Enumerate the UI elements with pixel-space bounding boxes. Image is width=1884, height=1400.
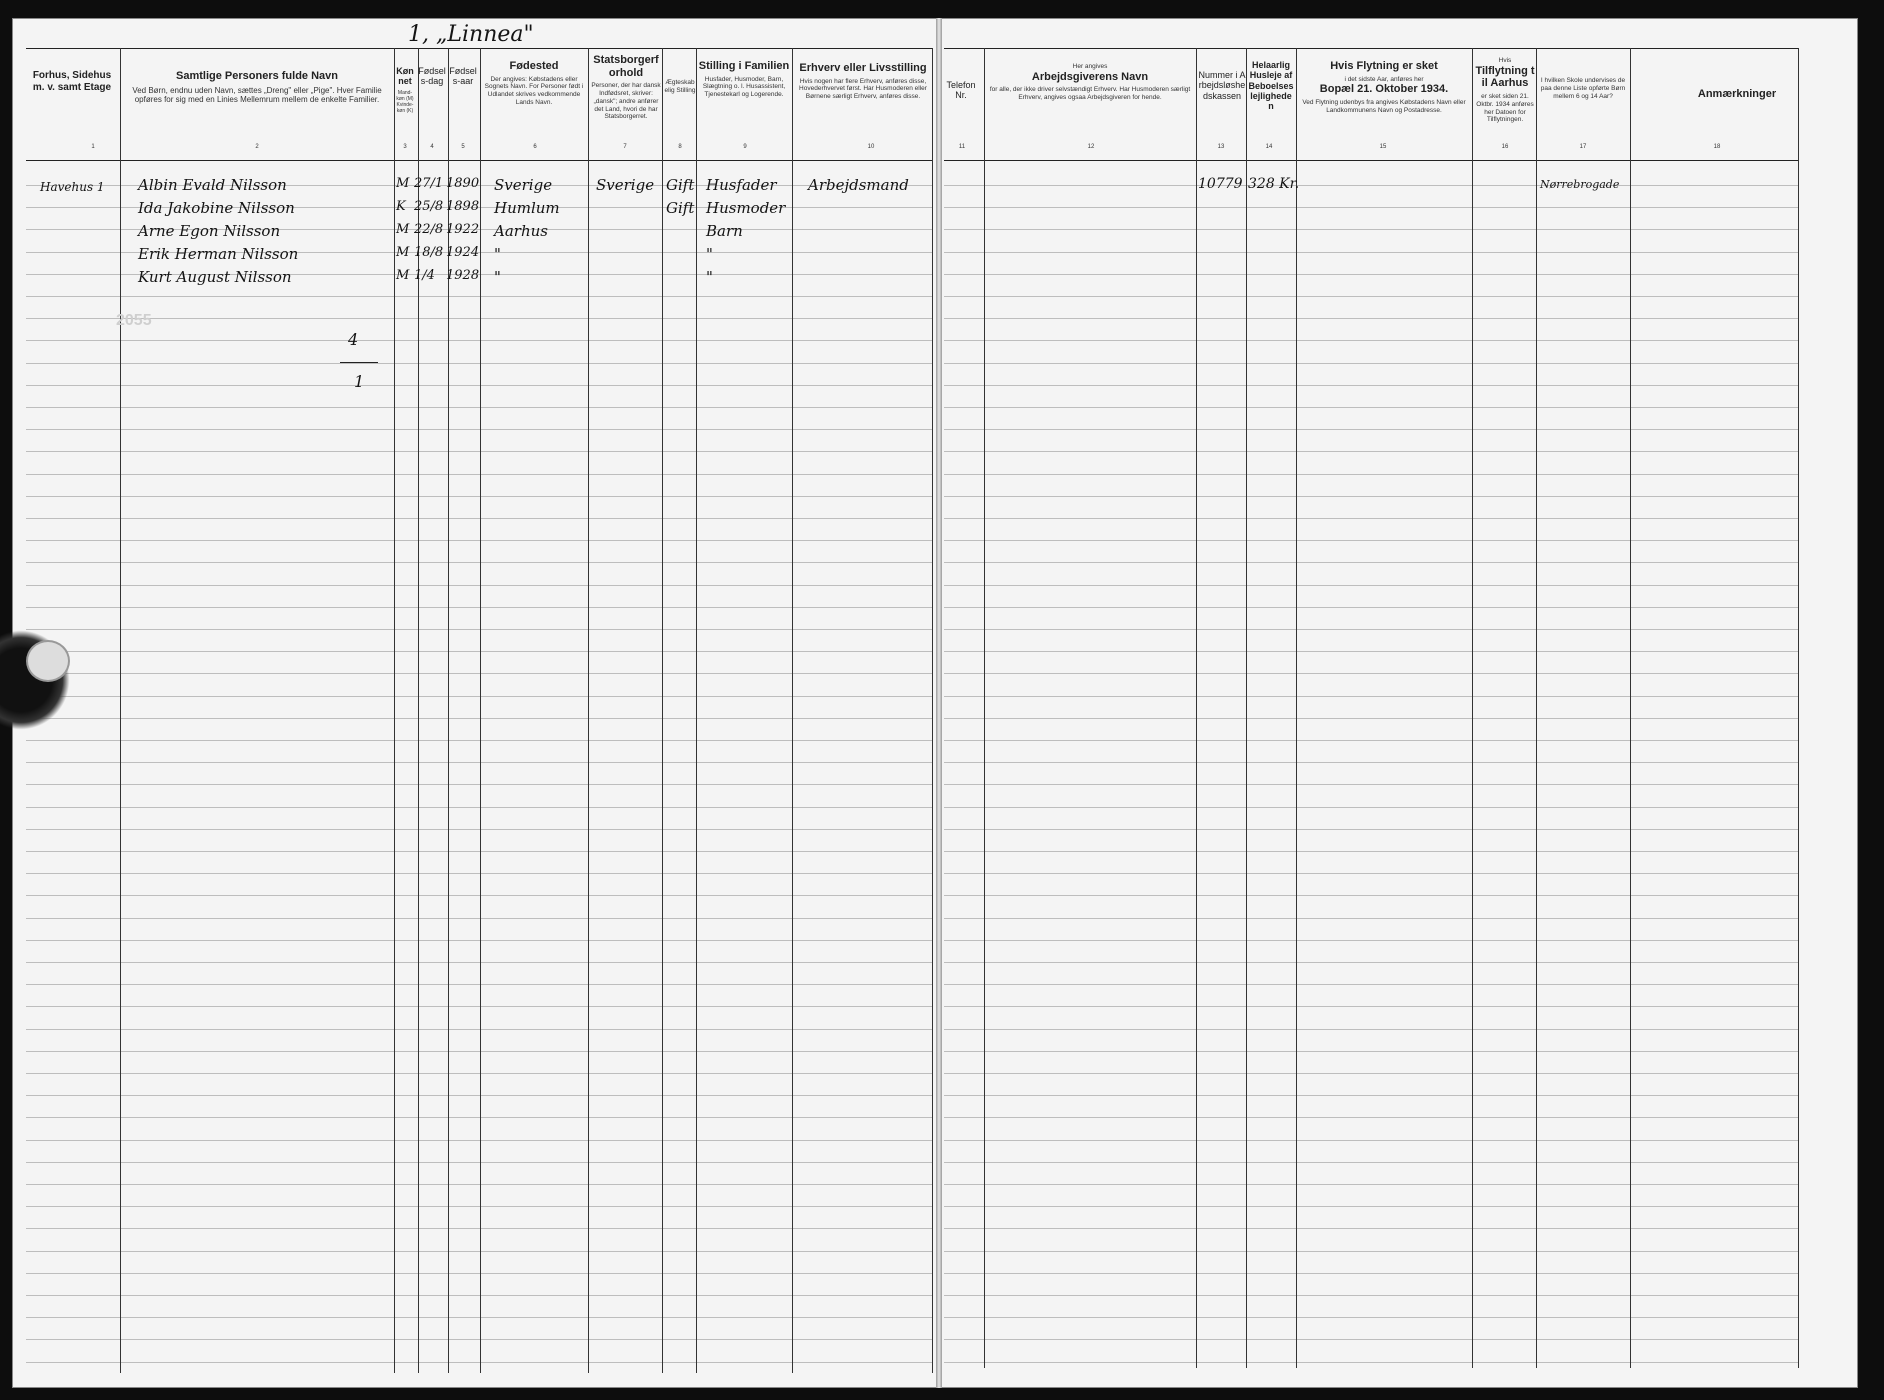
left-row-rule (26, 1362, 932, 1363)
left-row-rule (26, 1162, 932, 1163)
header-col2-title: Samtlige Personers fulde Navn (176, 70, 338, 82)
right-row-rule (944, 718, 1798, 719)
header-col15-desc2: Ved Flytning udenbys fra angives Købstadens Navn eller Landkommunens Navn og Postadresse. (1302, 99, 1466, 114)
left-row-rule (26, 1273, 932, 1274)
colnum-8: 8 (678, 144, 682, 150)
left-row-rule (26, 1251, 932, 1252)
person-birthday: 22/8 (414, 222, 444, 237)
header-col11-title: Telefon Nr. (946, 80, 976, 101)
hand-title: 1, „Linnea" (408, 22, 534, 47)
left-row-rule (26, 807, 932, 808)
left-col-rule-1 (394, 48, 395, 1373)
right-row-rule (944, 918, 1798, 919)
colnum-10: 10 (867, 144, 875, 150)
header-col16-desc: er sket siden 21. Oktbr. 1934 anføres her Datoen for Tilflytningen. (1476, 93, 1534, 124)
person-family-role: Barn (706, 222, 743, 240)
colnum-14: 14 (1265, 144, 1273, 150)
right-row-rule (944, 696, 1798, 697)
right-row-rule (944, 1184, 1798, 1185)
right-row-rule (944, 185, 1798, 186)
hand-rent: 328 Kr. (1248, 176, 1300, 192)
hand-prev-address: Nørrebrogade (1540, 178, 1620, 191)
right-col-rule-6 (1630, 48, 1631, 1368)
colnum-1: 1 (91, 144, 95, 150)
left-row-rule (26, 895, 932, 896)
colnum-3: 3 (403, 144, 407, 150)
right-row-rule (944, 1117, 1798, 1118)
header-col3-desc: Mand-køn (M) Kvinde-køn (K) (396, 89, 414, 114)
person-sex: K (396, 199, 406, 214)
right-row-rule (944, 1162, 1798, 1163)
header-col4-title: Fødsels-dag (418, 66, 446, 87)
left-row-rule (26, 451, 932, 452)
left-row-rule (26, 318, 932, 319)
colnum-7: 7 (623, 144, 627, 150)
person-name: Ida Jakobine Nilsson (138, 199, 295, 217)
left-row-rule (26, 363, 932, 364)
header-col15 (1298, 60, 1470, 115)
person-name: Albin Evald Nilsson (138, 176, 287, 194)
left-col-rule-6 (662, 48, 663, 1373)
left-row-rule (26, 918, 932, 919)
right-row-rule (944, 385, 1798, 386)
header-col8 (664, 76, 696, 95)
right-row-rule (944, 1295, 1798, 1296)
right-row-rule (944, 407, 1798, 408)
person-birthyear: 1922 (446, 222, 480, 237)
header-col16-pre: Hvis (1498, 57, 1512, 64)
right-row-rule (944, 1095, 1798, 1096)
right-row-rule (944, 252, 1798, 253)
header-col12-title: Arbejdsgiverens Navn (1031, 70, 1149, 83)
header-col1-title: Forhus, Sidehus m. v. samt Etage (32, 70, 112, 93)
colnum-2: 2 (255, 144, 259, 150)
left-row-rule (26, 651, 932, 652)
header-col10-desc: Hvis nogen har flere Erhverv, anføres disse, Hovederhvervet først. Har Husmoderen eller Børnene særligt Erhverv, anføres disse. (799, 77, 927, 101)
right-row-rule (944, 984, 1798, 985)
left-row-rule (26, 474, 932, 475)
left-row-rule (26, 1184, 932, 1185)
left-row-rule (26, 518, 932, 519)
left-col-rule-5 (588, 48, 589, 1373)
tally-divider (340, 362, 378, 363)
right-col-rule-3 (1296, 48, 1297, 1368)
hand-unemployment-no: 10779 (1198, 176, 1243, 192)
colnum-13: 13 (1217, 144, 1225, 150)
faded-stamp: 2055 (116, 312, 152, 329)
left-col-rule-9 (932, 48, 933, 1373)
colnum-9: 9 (743, 144, 747, 150)
left-col-rule-7 (696, 48, 697, 1373)
right-row-rule (944, 451, 1798, 452)
colnum-4: 4 (430, 144, 434, 150)
book-gutter (936, 18, 942, 1388)
left-header-bottom-rule (26, 160, 932, 161)
left-row-rule (26, 1006, 932, 1007)
right-header-top-rule (944, 48, 1798, 49)
person-sex: M (396, 245, 410, 260)
header-col18-title: Anmærkninger (1697, 88, 1777, 100)
left-row-rule (26, 851, 932, 852)
person-birthplace: Aarhus (494, 222, 548, 240)
right-row-rule (944, 1317, 1798, 1318)
right-row-rule (944, 340, 1798, 341)
header-col8-title: Ægteskabelig Stilling (664, 79, 696, 94)
left-row-rule (26, 1228, 932, 1229)
hand-tally-top: 4 (348, 330, 359, 349)
person-birthday: 25/8 (414, 199, 444, 214)
header-col9-desc: Husfader, Husmoder, Barn, Slægtning o. l. Husassistent, Tjenestekarl og Logerende. (702, 75, 786, 99)
header-col10 (794, 62, 932, 101)
person-birthday: 27/1 (414, 176, 444, 191)
header-col9 (698, 60, 790, 99)
person-birthplace: Sverige (494, 176, 553, 194)
header-col2 (122, 70, 392, 105)
person-family-role: " (706, 268, 713, 286)
right-row-rule (944, 474, 1798, 475)
header-col18 (1632, 88, 1842, 101)
right-row-rule (944, 629, 1798, 630)
right-row-rule (944, 207, 1798, 208)
left-row-rule (26, 696, 932, 697)
right-row-rule (944, 1339, 1798, 1340)
header-col7-desc: Personer, der har dansk Indfødsret, skriver: „dansk"; andre anfører det Land, hvori de har Statsborgerret. (591, 82, 661, 121)
header-col15-bopael: Bopæl 21. Oktober 1934. (1319, 83, 1449, 96)
header-col12-desc: for alle, der ikke driver selvstændigt Erhverv. Har Husmoderen særligt Erhverv, angives ogsaa Arbejdsgiveren for hende. (989, 86, 1191, 102)
left-col-rule-4 (480, 48, 481, 1373)
right-row-rule (944, 762, 1798, 763)
person-birthplace: " (494, 268, 501, 286)
header-col10-title: Erhverv eller Livsstilling (799, 62, 927, 74)
person-birthyear: 1928 (446, 268, 480, 283)
person-sex: M (396, 268, 410, 283)
colnum-12: 12 (1087, 144, 1095, 150)
right-row-rule (944, 940, 1798, 941)
left-row-rule (26, 1339, 932, 1340)
header-col7-title: Statsborgerforhold (593, 54, 659, 79)
header-col12-pre: Her angives (1072, 63, 1108, 70)
person-family-role: Husmoder (706, 199, 786, 217)
right-col-rule-4 (1472, 48, 1473, 1368)
header-col13-title: Nummer i Arbejdsløshedskassen (1198, 70, 1246, 101)
left-row-rule (26, 784, 932, 785)
colnum-17: 17 (1579, 144, 1587, 150)
colnum-15: 15 (1379, 144, 1387, 150)
left-row-rule (26, 762, 932, 763)
right-row-rule (944, 496, 1798, 497)
header-col11 (942, 80, 980, 101)
right-row-rule (944, 229, 1798, 230)
left-row-rule (26, 940, 932, 941)
colnum-11: 11 (958, 144, 966, 150)
left-row-rule (26, 562, 932, 563)
right-col-rule-5 (1536, 48, 1537, 1368)
left-row-rule (26, 1140, 932, 1141)
person-occupation: Arbejdsmand (808, 176, 909, 194)
right-row-rule (944, 1029, 1798, 1030)
right-col-rule-0 (984, 48, 985, 1368)
right-row-rule (944, 518, 1798, 519)
left-row-rule (26, 629, 932, 630)
right-row-rule (944, 1228, 1798, 1229)
right-row-rule (944, 807, 1798, 808)
person-birthyear: 1890 (446, 176, 480, 191)
person-birthday: 18/8 (414, 245, 444, 260)
left-row-rule (26, 718, 932, 719)
header-col5-title: Fødsels-aar (449, 66, 477, 87)
header-col15-desc: i det sidste Aar, anføres her (1344, 75, 1424, 83)
right-col-rule-7 (1798, 48, 1799, 1368)
left-row-rule (26, 385, 932, 386)
right-row-rule (944, 1140, 1798, 1141)
right-row-rule (944, 962, 1798, 963)
right-row-rule (944, 429, 1798, 430)
header-col17-desc: I hvilken Skole undervises de paa denne Liste opførte Børn mellem 6 og 14 Aar? (1540, 77, 1626, 100)
right-row-rule (944, 1051, 1798, 1052)
right-row-rule (944, 363, 1798, 364)
right-row-rule (944, 274, 1798, 275)
header-col1 (26, 70, 118, 93)
person-marital-status: Gift (666, 176, 695, 194)
person-marital-status: Gift (666, 199, 695, 217)
left-row-rule (26, 873, 932, 874)
right-row-rule (944, 1273, 1798, 1274)
left-row-rule (26, 1073, 932, 1074)
person-citizenship: Sverige (596, 176, 655, 194)
header-col14 (1248, 60, 1294, 112)
left-row-rule (26, 740, 932, 741)
header-col3-title: Kønnet (396, 66, 414, 87)
left-row-rule (26, 407, 932, 408)
right-col-rule-1 (1196, 48, 1197, 1368)
header-col6 (482, 60, 586, 107)
right-row-rule (944, 673, 1798, 674)
left-row-rule (26, 984, 932, 985)
right-col-rule-2 (1246, 48, 1247, 1368)
right-row-rule (944, 651, 1798, 652)
person-family-role: Husfader (706, 176, 777, 194)
left-row-rule (26, 673, 932, 674)
left-row-rule (26, 540, 932, 541)
header-col14-title: Helaarlig Husleje af Beboelseslejligheden (1248, 60, 1294, 112)
right-row-rule (944, 1206, 1798, 1207)
left-col-rule-8 (792, 48, 793, 1373)
left-row-rule (26, 1206, 932, 1207)
colnum-5: 5 (461, 144, 465, 150)
left-col-rule-0 (120, 48, 121, 1373)
left-row-rule (26, 962, 932, 963)
left-row-rule (26, 429, 932, 430)
right-row-rule (944, 1362, 1798, 1363)
left-row-rule (26, 1029, 932, 1030)
left-row-rule (26, 607, 932, 608)
person-name: Erik Herman Nilsson (138, 245, 299, 263)
person-name: Arne Egon Nilsson (138, 222, 281, 240)
right-row-rule (944, 1073, 1798, 1074)
header-col15-title: Hvis Flytning er sket (1330, 60, 1438, 72)
header-col9-title: Stilling i Familien (698, 60, 790, 72)
right-row-rule (944, 784, 1798, 785)
right-row-rule (944, 540, 1798, 541)
header-col16-title: Tilflytning til Aarhus (1475, 64, 1535, 90)
person-sex: M (396, 222, 410, 237)
left-row-rule (26, 496, 932, 497)
right-row-rule (944, 895, 1798, 896)
thumbnail-highlight (26, 640, 70, 682)
right-row-rule (944, 318, 1798, 319)
colnum-18: 18 (1713, 144, 1721, 150)
hand-floor: Havehus 1 (40, 180, 105, 194)
person-birthyear: 1898 (446, 199, 480, 214)
left-row-rule (26, 1317, 932, 1318)
header-col16 (1474, 54, 1536, 124)
right-row-rule (944, 740, 1798, 741)
header-col7 (590, 54, 662, 121)
header-col6-desc: Der angives: Købstadens eller Sognets Navn. For Personer født i Udlandet skrives vedkommende Lands Navn. (484, 75, 584, 107)
colnum-6: 6 (533, 144, 537, 150)
left-row-rule (26, 829, 932, 830)
header-col6-title: Fødested (509, 60, 559, 72)
colnum-16: 16 (1501, 144, 1509, 150)
person-name: Kurt August Nilsson (138, 268, 292, 286)
header-col5 (448, 66, 478, 87)
header-col17 (1538, 74, 1628, 100)
header-col4 (418, 66, 446, 87)
right-row-rule (944, 829, 1798, 830)
header-col3 (394, 66, 416, 114)
person-birthplace: " (494, 245, 501, 263)
left-row-rule (26, 1051, 932, 1052)
right-header-bottom-rule (944, 160, 1798, 161)
right-row-rule (944, 562, 1798, 563)
person-family-role: " (706, 245, 713, 263)
right-row-rule (944, 873, 1798, 874)
person-birthplace: Humlum (494, 199, 560, 217)
left-row-rule (26, 585, 932, 586)
right-row-rule (944, 851, 1798, 852)
header-col2-desc: Ved Børn, endnu uden Navn, sættes „Dreng" eller „Pige". Hver Familie opføres for sig med en Linies Mellemrum mellem de enkelte Familier. (132, 85, 382, 105)
left-row-rule (26, 296, 932, 297)
right-row-rule (944, 607, 1798, 608)
hand-tally-bottom: 1 (354, 372, 365, 391)
person-sex: M (396, 176, 410, 191)
header-col12 (986, 60, 1194, 102)
left-header-top-rule (26, 48, 932, 49)
right-page (938, 18, 1858, 1388)
left-row-rule (26, 1095, 932, 1096)
right-row-rule (944, 585, 1798, 586)
person-birthday: 1/4 (414, 268, 435, 283)
person-birthyear: 1924 (446, 245, 480, 260)
right-row-rule (944, 296, 1798, 297)
right-row-rule (944, 1006, 1798, 1007)
left-row-rule (26, 340, 932, 341)
left-row-rule (26, 1117, 932, 1118)
header-col13 (1198, 70, 1246, 101)
left-row-rule (26, 1295, 932, 1296)
right-row-rule (944, 1251, 1798, 1252)
